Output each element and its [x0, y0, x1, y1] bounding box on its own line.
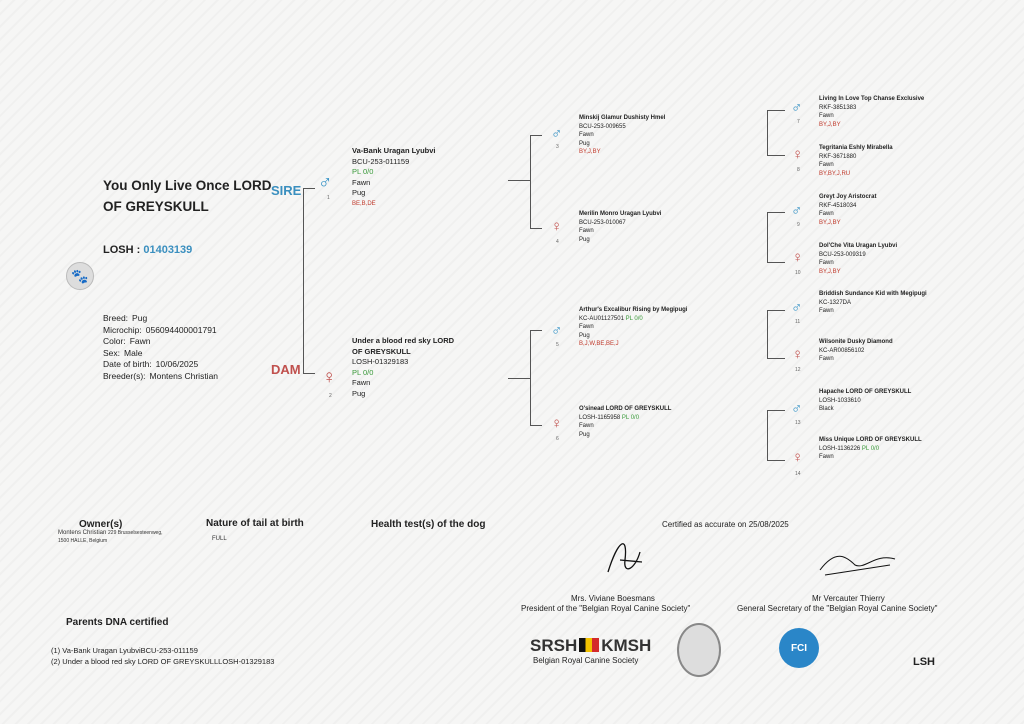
owner-name: Montens Christian — [58, 530, 107, 536]
tail-title: Nature of tail at birth — [206, 518, 304, 529]
certified-date: Certified as accurate on 25/08/2025 — [662, 520, 789, 529]
dam-entry — [352, 336, 462, 399]
dob-row — [103, 359, 222, 371]
grandparent-entry — [579, 405, 671, 439]
gp-reg: KC-AU01127501 — [579, 315, 624, 322]
belgian-flag-icon — [579, 638, 599, 652]
male-icon: ♂ — [791, 400, 803, 417]
tail-value: FULL — [212, 536, 227, 542]
ggp-name: Hapache LORD OF GREYSKULL — [819, 389, 912, 395]
ggp-name: Briddish Sundance Kid with Megipugi — [819, 291, 927, 297]
dam-pl: PL 0/0 — [352, 367, 374, 377]
grandparent-entry — [579, 306, 687, 349]
dam-label: DAM — [271, 362, 301, 377]
dob-value: 10/06/2025 — [155, 359, 199, 369]
gp-pl: PL 0/0 — [625, 315, 643, 322]
connector-line — [508, 378, 530, 379]
male-icon: ♂ — [791, 202, 803, 219]
connector-line — [767, 155, 785, 156]
gp-color: Fawn — [579, 423, 594, 429]
sex-label: Sex: — [103, 347, 121, 358]
connector-line — [767, 410, 785, 411]
dam-color: Fawn — [352, 378, 371, 387]
ggp-name: Dol'Che Vita Uragan Lyubvi — [819, 243, 898, 249]
ggp-entry — [819, 242, 897, 276]
paw-icon: 🐾 — [66, 262, 94, 290]
owner-address-2: 1500 HALLE, Belgium — [58, 538, 108, 544]
connector-line — [530, 330, 531, 425]
pedigree-number: 7 — [797, 119, 800, 125]
ggp-pl: PL 0/0 — [861, 445, 880, 452]
dog-losh — [103, 244, 192, 256]
connector-line — [767, 410, 768, 460]
connector-line — [767, 110, 785, 111]
microchip-label: Microchip: — [103, 324, 142, 335]
ggp-color: Fawn — [819, 162, 834, 168]
pedigree-number: 9 — [797, 222, 800, 228]
grandparent-entry — [579, 210, 661, 244]
ggp-color: Fawn — [819, 356, 834, 362]
lsh-logo-icon — [887, 628, 935, 668]
color-row — [103, 336, 222, 348]
microchip-value: 056094400001791 — [145, 324, 217, 335]
ggp-name: Tegritania Eshly Mirabella — [819, 145, 893, 151]
sire-color: Fawn — [352, 177, 371, 187]
connector-line — [767, 212, 768, 262]
ggp-color: Fawn — [819, 308, 834, 314]
pedigree-number: 8 — [797, 167, 800, 173]
female-icon: ♀ — [322, 367, 337, 388]
grandparent-entry — [579, 114, 665, 157]
gp-breed: Pug — [579, 236, 590, 243]
ggp-disease: BY,J,BY — [819, 219, 841, 226]
sire-label: SIRE — [271, 183, 302, 198]
gp-disease: BY,J,BY — [579, 149, 601, 155]
microchip-row — [103, 325, 222, 337]
ggp-entry — [819, 193, 876, 227]
connector-line — [767, 310, 768, 358]
pedigree-number: 13 — [795, 420, 801, 426]
connector-line — [767, 262, 785, 263]
dna-item-1: (1) Va-Bank Uragan LyubviBCU-253-011159 — [51, 646, 198, 655]
gp-color: Fawn — [579, 324, 594, 330]
dam-name: Under a blood red sky LORD OF GREYSKULL — [352, 336, 455, 356]
pedigree-number: 1 — [327, 195, 330, 201]
pedigree-number: 12 — [795, 367, 801, 373]
gp-reg: BCU-253-009655 — [579, 123, 626, 130]
female-icon: ♀ — [792, 146, 804, 163]
ggp-entry — [819, 436, 922, 462]
connector-line — [530, 135, 542, 136]
logo-srsh-text: SRSH — [530, 636, 578, 655]
owner-block — [58, 529, 163, 545]
signature-2 — [815, 545, 900, 580]
ggp-reg: KC-AR00856102 — [819, 347, 865, 354]
pedigree-number: 10 — [795, 270, 801, 276]
ggp-entry — [819, 144, 893, 178]
pedigree-number: 5 — [556, 342, 559, 348]
sire-pl: PL 0/0 — [352, 167, 374, 176]
pedigree-number: 11 — [795, 319, 801, 325]
connector-line — [767, 110, 768, 155]
ggp-entry — [819, 95, 924, 129]
female-icon: ♀ — [792, 449, 804, 466]
connector-line — [303, 188, 315, 189]
sire-disease: BE,B,DE — [352, 200, 376, 207]
pedigree-number: 14 — [795, 471, 801, 477]
gp-breed: Pug — [579, 140, 590, 147]
ggp-color: Fawn — [819, 260, 834, 266]
sire-name: Va-Bank Uragan Lyubvi — [352, 146, 436, 155]
gp-reg: LOSH-1165958 — [579, 414, 621, 421]
sig1-name: Mrs. Viviane Boesmans — [571, 594, 655, 603]
ggp-color: Fawn — [819, 113, 834, 119]
dog-details — [103, 313, 222, 382]
connector-line — [767, 358, 785, 359]
ggp-entry — [819, 290, 927, 316]
dog-name: You Only Live Once LORD OF GREYSKULL — [103, 178, 272, 214]
gp-reg: BCU-253-010067 — [579, 219, 626, 226]
pedigree-number: 2 — [329, 393, 332, 399]
dob-label: Date of birth: — [103, 359, 152, 369]
pedigree-number: 4 — [556, 239, 559, 245]
owner-address-1: 229 Brusselsesteenweg, — [108, 530, 163, 536]
male-icon: ♂ — [551, 125, 563, 142]
losh-number: 01403139 — [143, 244, 193, 256]
connector-line — [303, 188, 304, 373]
ggp-reg: BCU-253-009319 — [819, 251, 866, 258]
ggp-name: Living In Love Top Chanse Exclusive — [819, 96, 925, 102]
gp-breed: Pug — [579, 431, 590, 438]
gp-disease: B,J,W,BE,BE,J — [579, 341, 619, 347]
pedigree-number: 6 — [556, 436, 559, 442]
gp-name: Minskij Glamur Dushisty Hmel — [579, 115, 666, 121]
breed-label: Breed: — [103, 313, 129, 323]
losh-label: LOSH : — [103, 244, 144, 256]
dam-breed: Pug — [352, 388, 366, 398]
fci-text: FCI — [790, 642, 808, 654]
ggp-entry — [819, 388, 911, 414]
connector-line — [767, 212, 785, 213]
lsh-text: LSH — [913, 656, 935, 668]
pedigree-number: 3 — [556, 144, 559, 150]
ggp-reg: KC-1327DA — [819, 299, 852, 306]
ggp-color: Fawn — [819, 211, 834, 217]
male-icon: ♂ — [318, 172, 333, 193]
ggp-color: Black — [819, 406, 834, 412]
ggp-reg: LOSH-1136226 — [819, 445, 861, 452]
dna-title: Parents DNA certified — [66, 617, 169, 628]
breeder-value: Montens Christian — [149, 370, 219, 381]
connector-line — [530, 135, 531, 228]
male-icon: ♂ — [551, 322, 563, 339]
breeder-row — [103, 371, 222, 383]
ggp-disease: BY,BY,J,RU — [819, 170, 851, 177]
color-value: Fawn — [129, 336, 151, 346]
female-icon: ♀ — [792, 249, 804, 266]
connector-line — [530, 330, 542, 331]
connector-line — [767, 310, 785, 311]
owner-title: Owner(s) — [79, 519, 123, 530]
sig2-name: Mr Vercauter Thierry — [812, 594, 885, 603]
sig1-role: President of the "Belgian Royal Canine Society" — [521, 604, 691, 613]
sire-breed: Pug — [352, 188, 366, 197]
connector-line — [530, 425, 542, 426]
ggp-reg: RKF-4518034 — [819, 202, 857, 209]
signature-1 — [600, 530, 650, 580]
fci-logo-icon — [779, 628, 819, 668]
gp-color: Fawn — [579, 228, 594, 234]
breed-row — [103, 313, 222, 325]
ggp-color: Fawn — [819, 454, 834, 460]
ggp-name: Wilsonite Dusky Diamond — [819, 339, 893, 345]
breeder-label: Breeder(s): — [103, 370, 146, 381]
male-icon: ♂ — [791, 299, 803, 316]
logo-subtitle: Belgian Royal Canine Society — [533, 656, 639, 665]
sex-value: Male — [124, 347, 143, 358]
health-title: Health test(s) of the dog — [371, 519, 486, 530]
female-icon: ♀ — [792, 346, 804, 363]
female-icon: ♀ — [551, 218, 563, 235]
royal-seal-icon — [677, 623, 721, 677]
female-icon: ♀ — [551, 415, 563, 432]
connector-line — [767, 460, 785, 461]
ggp-name: Greyt Joy Aristocrat — [819, 194, 877, 200]
srsh-logo — [530, 636, 651, 656]
ggp-reg: LOSH-1033610 — [819, 397, 861, 404]
dna-list — [51, 645, 274, 667]
sire-entry — [352, 146, 436, 209]
ggp-name: Miss Unique LORD OF GREYSKULL — [819, 437, 922, 443]
connector-line — [530, 228, 542, 229]
connector-line — [303, 373, 315, 374]
sire-reg: BCU-253-011159 — [352, 156, 410, 166]
dna-item-2: (2) Under a blood red sky LORD OF GREYSKULLLOSH-01329183 — [51, 657, 275, 666]
gp-name: Merilin Monro Uragan Lyubvi — [579, 211, 662, 217]
gp-pl: PL 0/0 — [621, 414, 640, 421]
dam-reg: LOSH-01329183 — [352, 357, 409, 366]
ggp-disease: BY,J,BY — [819, 121, 841, 128]
color-label: Color: — [103, 336, 126, 346]
ggp-reg: RKF-3671880 — [819, 153, 857, 160]
sex-row — [103, 348, 222, 360]
logo-kmsh-text: KMSH — [601, 636, 652, 655]
gp-name: O'sinead LORD OF GREYSKULL — [579, 406, 672, 412]
ggp-disease: BY,J,BY — [819, 268, 841, 275]
connector-line — [508, 180, 530, 181]
male-icon: ♂ — [791, 99, 803, 116]
gp-breed: Pug — [579, 332, 590, 339]
ggp-entry — [819, 338, 893, 364]
ggp-reg: RKF-3851383 — [819, 104, 857, 111]
gp-color: Fawn — [579, 132, 594, 138]
breed-value: Pug — [132, 313, 148, 323]
sig2-role: General Secretary of the "Belgian Royal Canine Society" — [737, 604, 938, 613]
gp-name: Arthur's Excalibur Rising by Megipugi — [579, 307, 688, 313]
